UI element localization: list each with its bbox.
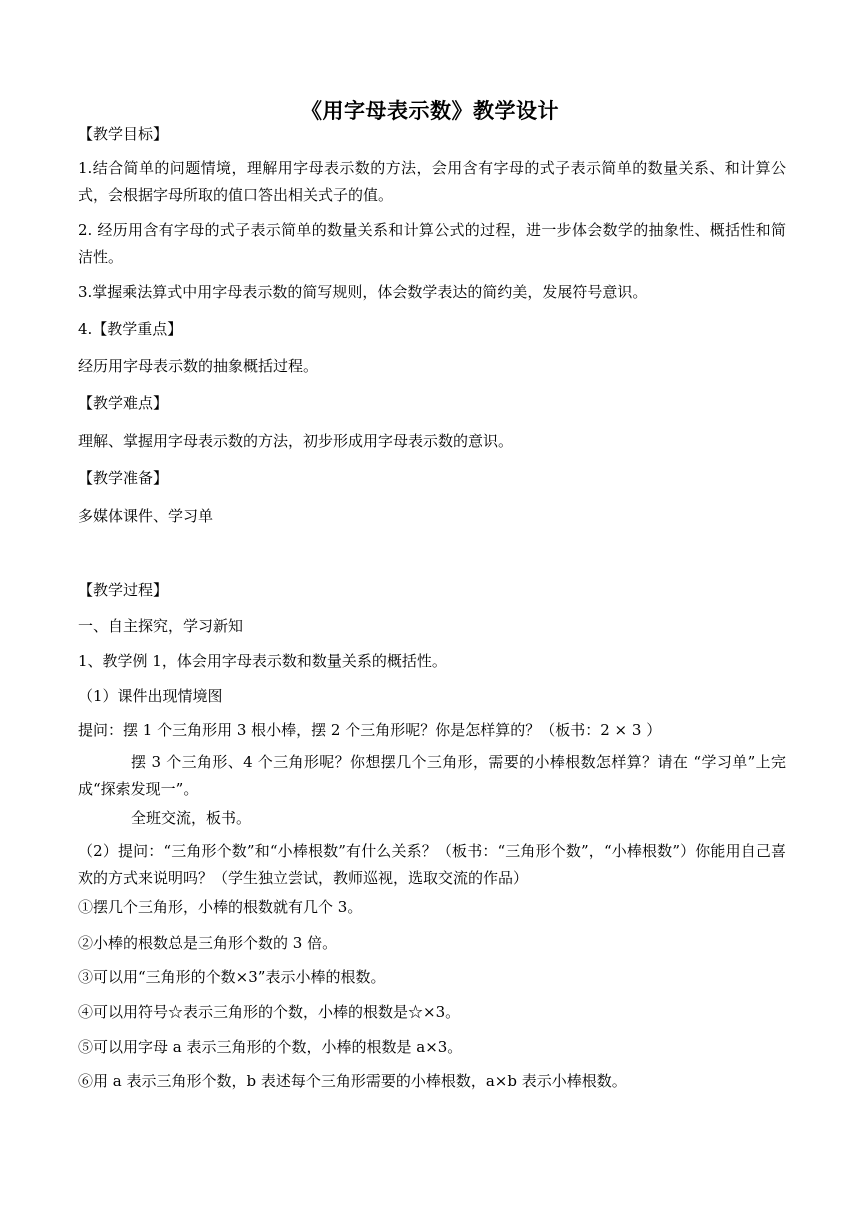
- step-1-1: （1）课件出现情境图: [78, 687, 223, 705]
- list-item: ④可以用符号☆表示三角形的个数，小棒的根数是☆×3。: [78, 1003, 461, 1021]
- preparation-text: 多媒体课件、学习单: [78, 507, 214, 525]
- step-1-2: （2）提问：“三角形个数”和“小棒根数”有什么关系？（板书：“三角形个数”，“小棒根数”）你能用自己喜欢的方式来说明吗？（学生独立尝试，教师巡视，选取交流的作品）: [78, 842, 786, 887]
- question-2: 摆 3 个三角形、4 个三角形呢？你想摆几个三角形，需要的小棒根数怎样算？请在 “学习单”上完成“探索发现一”。: [78, 753, 786, 798]
- objectives-heading: 【教学目标】: [78, 125, 169, 143]
- objective-3: 3.掌握乘法算式中用字母表示数的简写规则，体会数学表达的简约美，发展符号意识。: [78, 283, 648, 301]
- process-heading: 【教学过程】: [78, 581, 169, 599]
- objective-1: 1.结合简单的问题情境，理解用字母表示数的方法，会用含有字母的式子表示简单的数量关系、和计算公式，会根据字母所取的值口答出相关式子的值。: [78, 159, 786, 204]
- question-1: 提问：摆 1 个三角形用 3 根小棒，摆 2 个三角形呢？你是怎样算的？（板书：2 × 3 ）: [78, 721, 662, 739]
- keypoint-text: 经历用字母表示数的抽象概括过程。: [78, 357, 319, 375]
- preparation-heading: 【教学准备】: [78, 469, 169, 487]
- part-1-heading: 一、自主探究，学习新知: [78, 617, 244, 635]
- step-1: 1、教学例 1，体会用字母表示数和数量关系的概括性。: [78, 652, 447, 670]
- keypoint-heading: 4.【教学重点】: [78, 320, 183, 338]
- list-item: ②小棒的根数总是三角形个数的 3 倍。: [78, 934, 338, 952]
- list-item: ③可以用“三角形的个数×3”表示小棒的根数。: [78, 968, 386, 986]
- document-title: 《用字母表示数》教学设计: [301, 99, 559, 123]
- difficulty-text: 理解、掌握用字母表示数的方法，初步形成用字母表示数的意识。: [78, 432, 514, 450]
- exchange-note: 全班交流，板书。: [131, 809, 252, 827]
- list-item: ⑥用 a 表示三角形个数，b 表述每个三角形需要的小棒根数，a×b 表示小棒根数。: [78, 1072, 627, 1090]
- list-item: ①摆几个三角形，小棒的根数就有几个 3。: [78, 898, 363, 916]
- difficulty-heading: 【教学难点】: [78, 394, 169, 412]
- objective-2: 2. 经历用含有字母的式子表示简单的数量关系和计算公式的过程，进一步体会数学的抽象性、概括性和简洁性。: [78, 221, 786, 266]
- list-item: ⑤可以用字母 a 表示三角形的个数，小棒的根数是 a×3。: [78, 1038, 463, 1056]
